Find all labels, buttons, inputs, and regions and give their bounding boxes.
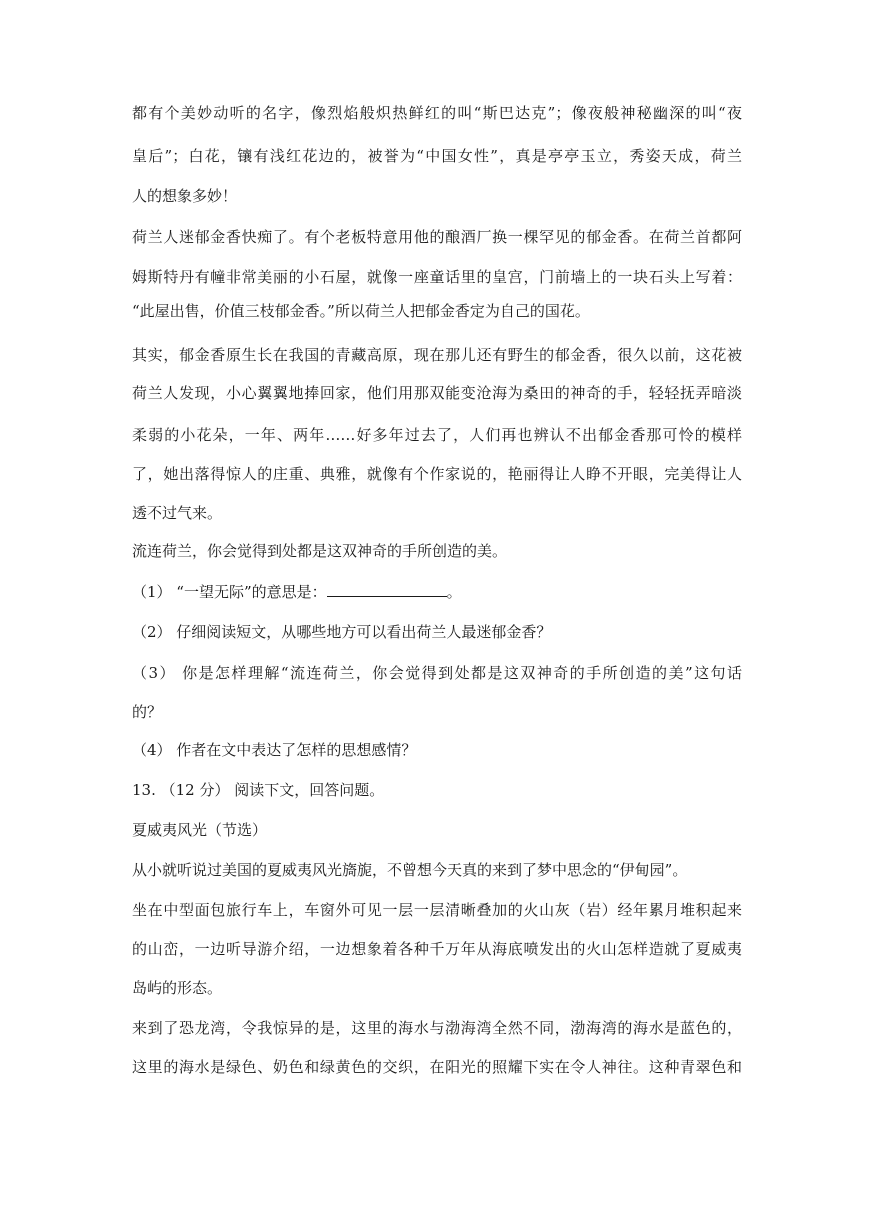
passage1-p2-line3: “此屋出售，价值三枝郁金香。”所以荷兰人把郁金香定为自己的国花。 [132,302,590,320]
section-13-p2-line3: 岛屿的形态。 [132,979,223,997]
passage1-p2-line1: 荷兰人迷郁金香快痴了。有个老板特意用他的酿酒厂换一棵罕见的郁金香。在荷兰首都阿 [132,228,742,246]
section-13-title: 夏威夷风光（节选） [132,821,268,839]
question-3-line1: （3） 你是怎样理解“流连荷兰，你会觉得到处都是这双神奇的手所创造的美”这句话 [132,664,742,682]
passage1-p3-line1: 其实，郁金香原生长在我国的青藏高原，现在那儿还有野生的郁金香，很久以前，这花被 [132,346,742,364]
passage1-p4: 流连荷兰，你会觉得到处都是这双神奇的手所创造的美。 [132,542,508,560]
question-1-prompt: （1） “一望无际”的意思是： [132,583,327,601]
passage1-p3-line5: 透不过气来。 [132,504,223,522]
answer-blank [327,582,447,597]
section-13-p3-line1: 来到了恐龙湾，令我惊异的是，这里的海水与渤海湾全然不同，渤海湾的海水是蓝色的， [132,1019,742,1037]
section-13-p2-line1: 坐在中型面包旅行车上，车窗外可见一层一层清晰叠加的火山灰（岩）经年累月堆积起来 [132,901,742,919]
passage1-p1-line1: 都有个美妙动听的名字，像烈焰般炽热鲜红的叫“斯巴达克”；像夜般神秘幽深的叫“夜 [132,104,742,122]
question-4: （4） 作者在文中表达了怎样的思想感情？ [132,741,417,759]
section-13-p3-line2: 这里的海水是绿色、奶色和绿黄色的交织，在阳光的照耀下实在令人神往。这种青翠色和 [132,1058,742,1076]
question-1 [132,582,742,602]
question-2: （2） 仔细阅读短文，从哪些地方可以看出荷兰人最迷郁金香？ [132,623,552,641]
question-3-line2: 的？ [132,703,163,721]
passage1-p1-line2: 皇后”；白花，镶有浅红花边的，被誉为“中国女性”，真是亭亭玉立，秀姿天成，荷兰 [132,147,742,165]
passage1-p3-line2: 荷兰人发现，小心翼翼地捧回家，他们用那双能变沧海为桑田的神奇的手，轻轻抚弄暗淡 [132,384,742,402]
section-13-p1: 从小就听说过美国的夏威夷风光旖旎，不曾想今天真的来到了梦中思念的“伊甸园”。 [132,861,688,879]
section-13-heading: 13. （12 分） 阅读下文，回答问题。 [132,781,385,799]
section-13-p2-line2: 的山峦，一边听导游介绍，一边想象着各种千万年从海底喷发出的火山怎样造就了夏威夷 [132,940,742,958]
passage1-p3-line4: 了，她出落得惊人的庄重、典雅，就像有个作家说的，艳丽得让人睁不开眼，完美得让人 [132,465,742,483]
passage1-p1-line3: 人的想象多妙！ [132,187,238,205]
passage1-p3-line3: 柔弱的小花朵，一年、两年……好多年过去了，人们再也辨认不出郁金香那可怜的模样 [132,426,742,444]
question-1-suffix: 。 [446,583,462,601]
passage1-p2-line2: 姆斯特丹有幢非常美丽的小石屋，就像一座童话里的皇宫，门前墙上的一块石头上写着： [132,268,742,286]
